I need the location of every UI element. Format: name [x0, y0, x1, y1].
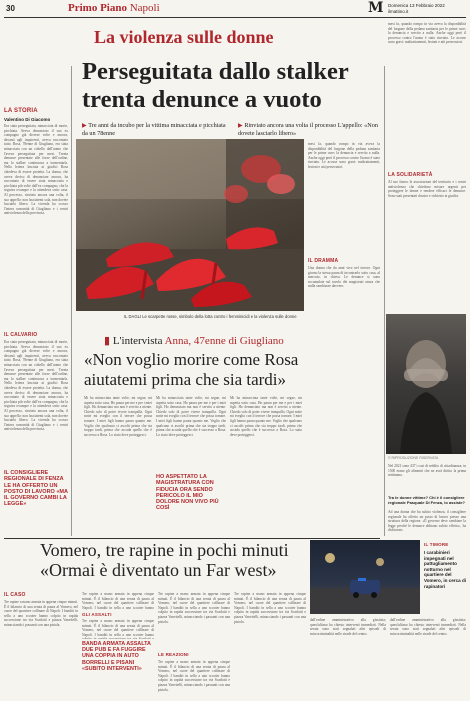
bottom-sub-label: GLI ASSALTI [82, 612, 112, 617]
interview-label: IL CALVARIO [4, 332, 38, 338]
page-number: 30 [6, 4, 15, 13]
right-column-label: LA SOLIDARIETÀ [388, 172, 433, 178]
bottom-story-label: IL CASO [4, 592, 26, 598]
subhead-left [82, 122, 232, 137]
night-street-photo [310, 540, 420, 614]
bottom-story-body-col3: Tre rapine a mano armata in appena cinque minuti. È il bilancio di una serata di paura al Vomero, nel cuore del quartiere collinare di Napoli. I banditi in sella a uno scooter hanno colpito in rapida successione tra via Scarlatti e piazza Vanvitelli, minacciando i passanti con una pistola. [158, 592, 230, 624]
woman-photo [386, 314, 466, 454]
subhead-right-text: Rinviato ancora una volta il processo L'appello: «Non dovete lasciarlo libero» [238, 122, 378, 137]
interview-body-col3: Mi ha minacciata tante volte, mi segue, mi aspetta sotto casa. Ho paura per me e per i miei figli. Ho denunciato ma non è servito a niente. Chiedo solo di poter vivere tranquilla. Ogni notte mi sveglio con il terrore che possa tornare. I miei figli hanno paura quanto me. Voglio che qualcuno ci ascolti prima che sia troppo tardi, prima che accada quello che è successo a Rosa. Lo stato deve proteggerci. [230, 396, 302, 437]
inset-column-label: IL DRAMMA [308, 258, 339, 264]
interview-kicker: L'intervista [112, 335, 163, 347]
stats-body: Ad una donna che ha subito violenza, il consigliere regionale ha offerto un posto di lavoro presso una struttura della regione. «Il governo deve cambiare la legge perché le denunce abbiano subito effetto», ha dichiarato. [388, 510, 466, 533]
headline-line1: Perseguitata dallo stalker [82, 58, 349, 85]
interview-body-col1: Mi ha minacciata tante volte, mi segue, mi aspetta sotto casa. Ho paura per me e per i miei figli. Ho denunciato ma non è servito a niente. Chiedo solo di poter vivere tranquilla. Ogni notte mi sveglio con il terrore che possa tornare. I miei figli hanno paura quanto me. Voglio che qualcuno ci ascolti prima che sia troppo tardi, prima che accada quello che è successo a Rosa. Lo stato deve proteggerci. [84, 396, 152, 437]
right-column-body-bottom: Al suo fianco le associazioni del territorio e i centri antiviolenza che chiedono misure urgenti per proteggere le donne e rendere efficaci le denunce. Sono stati presentati dossier e richieste ai giudici. [388, 180, 466, 198]
newspaper-logo: M [368, 0, 384, 16]
bottom-story-rule [4, 538, 380, 539]
bottom-story-body-col2: Tre rapine a mano armata in appena cinque minuti. È il bilancio di una serata di paura al Vomero, nel cuore del quartiere collinare di Napoli. I banditi in sella a uno scooter hanno [82, 592, 154, 610]
left-column-body: Era stata perseguitata, minacciata di morte, picchiata. Aveva denunciato il suo ex compagno già diverse volte e ancora, davanti agli inquirenti, aveva raccontato tutto. Rosa, 78enne di Giugliano, era stata minacciata con un coltello dall'uomo che l'aveva perseguitata per mesi. Trenta denunce presentate alle forze dell'ordine, ma lo stalker continuava a tormentarla. Nella lettera lasciata ai giudici Rosa chiedeva di essere protetta. La donna, che aveva deciso di denunciare ancora, ha raccontato di essere stata minacciata e picchiata più volte dall'ex compagno, che la seguiva ovunque e la attendeva sotto casa. Al processo, rinviato ancora una volta, il suo appello: non lasciatemi sola, non dovete lasciarlo libero. La vicenda ha scosso l'intera comunità di Giugliano e i centri antiviolenza della provincia. [4, 124, 68, 216]
interview-icon: ▮ [104, 335, 111, 347]
bottom-sub-heading: BANDA ARMATA ASSALTA DUE PUB E FA FUGGIRE UNA COPPIA IN AUTO BORRELLI E PISANI «SUBITO INTERVENTI» [82, 641, 151, 672]
bottom-headline-line1: Vomero, tre rapine in pochi minuti [40, 540, 289, 560]
header-site: ilmattino.it [388, 9, 409, 14]
bottom-story-body-right-a: dall'ordine amministrativo alla giustizia; quest'ultimo ha chiesto interventi immediati. Nella serata sono stati segnalati altri episodi di microcriminalità nelle strade del centro. [310, 618, 386, 636]
inset-column-text-top: mesi fa, quando rompo in via aveva la disponibilità del furgone della pedana sanitaria per le prime cure; la denuncia e servito a nulla. Anche oggi però il processo contro l'uomo è stato rinviato. Le accuse sono gravi: maltrattamenti, lesioni e atti persecutori. [308, 142, 380, 169]
interview-quote-line2: aiutatemi prima che sia tardi» [84, 370, 287, 389]
stats-question: Tra le donne vittime? Chi è il consigliere regionale Pasquale Di Fenza, lo assiste? [388, 495, 465, 505]
left-divider [71, 66, 72, 536]
bottom-headline-line2: «Ormai è diventato un Far west» [40, 560, 277, 580]
right-divider [384, 66, 385, 536]
red-shoes-photo [76, 139, 304, 311]
section-city: Napoli [129, 2, 160, 14]
section-name: Primo Piano [68, 2, 127, 14]
sidebar-pullquote: IL CONSIGLIERE REGIONALE DI FENZA LE HA OFFERTO UN POSTO DI LAVORO «MA IL GOVERNO CAMBI LA LEGGE» [4, 470, 68, 508]
header-date: Domenica 13 Febbraio 2022 [388, 3, 445, 8]
subhead-left-text: Tre anni da incubo per la vittima minacciata e picchiata da un 78enne [82, 122, 226, 137]
right-column-body-top: mesi fa, quando rompo in via aveva la disponibilità del furgone della pedana sanitaria per le prime cure; la denuncia e servito a nulla. Anche oggi però il processo contro l'uomo è stato rinviato. Le accuse sono gravi: maltrattamenti, lesioni e atti persecutori. [388, 22, 466, 45]
header-rule [4, 17, 466, 18]
bullet-icon: ▶ [82, 122, 87, 129]
interview-name: Anna, 47enne di Giugliano [164, 335, 284, 347]
inset-column-body: Una donna che da anni vive nel terrore. Ogni giorno la stessa paura di incontrarlo sotto casa, al mercato, in chiesa. Le denunce si sono accumulate sul tavolo dei magistrati senza che nulla cambiasse davvero. [308, 266, 380, 289]
stats-intro: Nel 2021 sono 437 i casi di reddito di cittadinanza; in 1500 erano gli alimenti che ne avrà diritto la prima settimana. [388, 464, 466, 478]
bullet-icon: ▶ [238, 122, 243, 129]
interview-quote-line1: «Non voglio morire come Rosa [84, 350, 299, 369]
bottom-sidebar-label: IL TIMORE [424, 542, 449, 547]
bottom-story-body-right-b: dall'ordine amministrativo alla giustizia; quest'ultimo ha chiesto interventi immediati. Nella serata sono stati segnalati altri episodi di microcriminalità nelle strade del centro. [390, 618, 466, 636]
interview-body-col2: Mi ha minacciata tante volte, mi segue, mi aspetta sotto casa. Ho paura per me e per i miei figli. Ho denunciato ma non è servito a niente. Chiedo solo di poter vivere tranquilla. Ogni notte mi sveglio con il terrore che possa tornare. I miei figli hanno paura quanto me. Voglio che qualcuno ci ascolti prima che sia troppo tardi, prima che accada quello che è successo a Rosa. Lo stato deve proteggerci. [156, 396, 226, 437]
shoes-illustration [76, 139, 304, 311]
headline-line2: trenta denunce a vuoto [82, 86, 322, 113]
left-column-body-lower [4, 340, 68, 460]
interview-pull-quote: HO ASPETTATO LA MAGISTRATURA CON FIDUCIA ORA SENDO PERICOLO IL MIO DOLORE NON VIVO PIÙ COSÌ [156, 474, 219, 512]
subhead-right [238, 122, 388, 137]
bottom-story-body-col3b: Tre rapine a mano armata in appena cinque minuti. È il bilancio di una serata di paura al Vomero, nel cuore del quartiere collinare di Napoli. I banditi in sella a uno scooter hanno colpito in rapida successione tra via Scarlatti e piazza Vanvitelli, minacciando i passanti con una pistola. [158, 660, 230, 692]
bottom-story-body: Tre rapine a mano armata in appena cinque minuti. È il bilancio di una serata di paura al Vomero, nel cuore del quartiere collinare di Napoli. I banditi in sella a uno scooter hanno colpito in rapida successione tra via Scarlatti e piazza Vanvitelli, minacciando i passanti con una pistola. [4, 600, 78, 627]
left-column-label: LA STORIA [4, 108, 38, 114]
left-column-byline: Valentino Di Giacomo [4, 117, 51, 122]
street-illustration [310, 540, 420, 614]
photo-caption: IL DAGLI Le scarpette rosse, simbolo della lotta contro i femminicidi e la violenza sulle donne [124, 314, 297, 319]
banner-title: La violenza sulle donne [94, 27, 274, 47]
interview-kicker-row [104, 334, 284, 347]
photo-credit: © RIPRODUZIONE RISERVATA [388, 456, 439, 460]
bottom-story-body-col4: Tre rapine a mano armata in appena cinque minuti. È il bilancio di una serata di paura al Vomero, nel cuore del quartiere collinare di Napoli. I banditi in sella a uno scooter hanno colpito in rapida successione tra via Scarlatti e piazza Vanvitelli, minacciando i passanti con una pistola. [234, 592, 306, 624]
bottom-story-body-col2b: Tre rapine a mano armata in appena cinque minuti. È il bilancio di una serata di paura al Vomero, nel cuore del quartiere collinare di Napoli. I banditi in sella a uno scooter hanno [82, 619, 154, 637]
section-title [68, 2, 160, 14]
bottom-sidebar-text: I carabinieri impegnati nel pattugliamento notturno nel quartiere del Vomero, in cerca di rapinatori [424, 550, 467, 589]
left-column-body-lower-text: Era stata perseguitata, minacciata di morte, picchiata. Aveva denunciato il suo ex compagno già diverse volte e ancora, davanti agli inquirenti, aveva raccontato tutto. Rosa, 78enne di Giugliano, era stata minacciata con un coltello dall'uomo che l'aveva perseguitata per mesi. Trenta denunce presentate alle forze dell'ordine, ma lo stalker continuava a tormentarla. Nella lettera lasciata ai giudici Rosa chiedeva di essere protetta. La donna, che aveva deciso di denunciare ancora, ha raccontato di essere stata minacciata e picchiata più volte dall'ex compagno, che la seguiva ovunque e la attendeva sotto casa. Al processo, rinviato ancora una volta, il suo appello: non lasciatemi sola, non dovete lasciarlo libero. La vicenda ha scosso l'intera comunità di Giugliano e i centri antiviolenza della provincia. [4, 340, 68, 432]
bottom-reactions-label: LE REAZIONI [158, 652, 189, 657]
woman-illustration [386, 314, 466, 454]
